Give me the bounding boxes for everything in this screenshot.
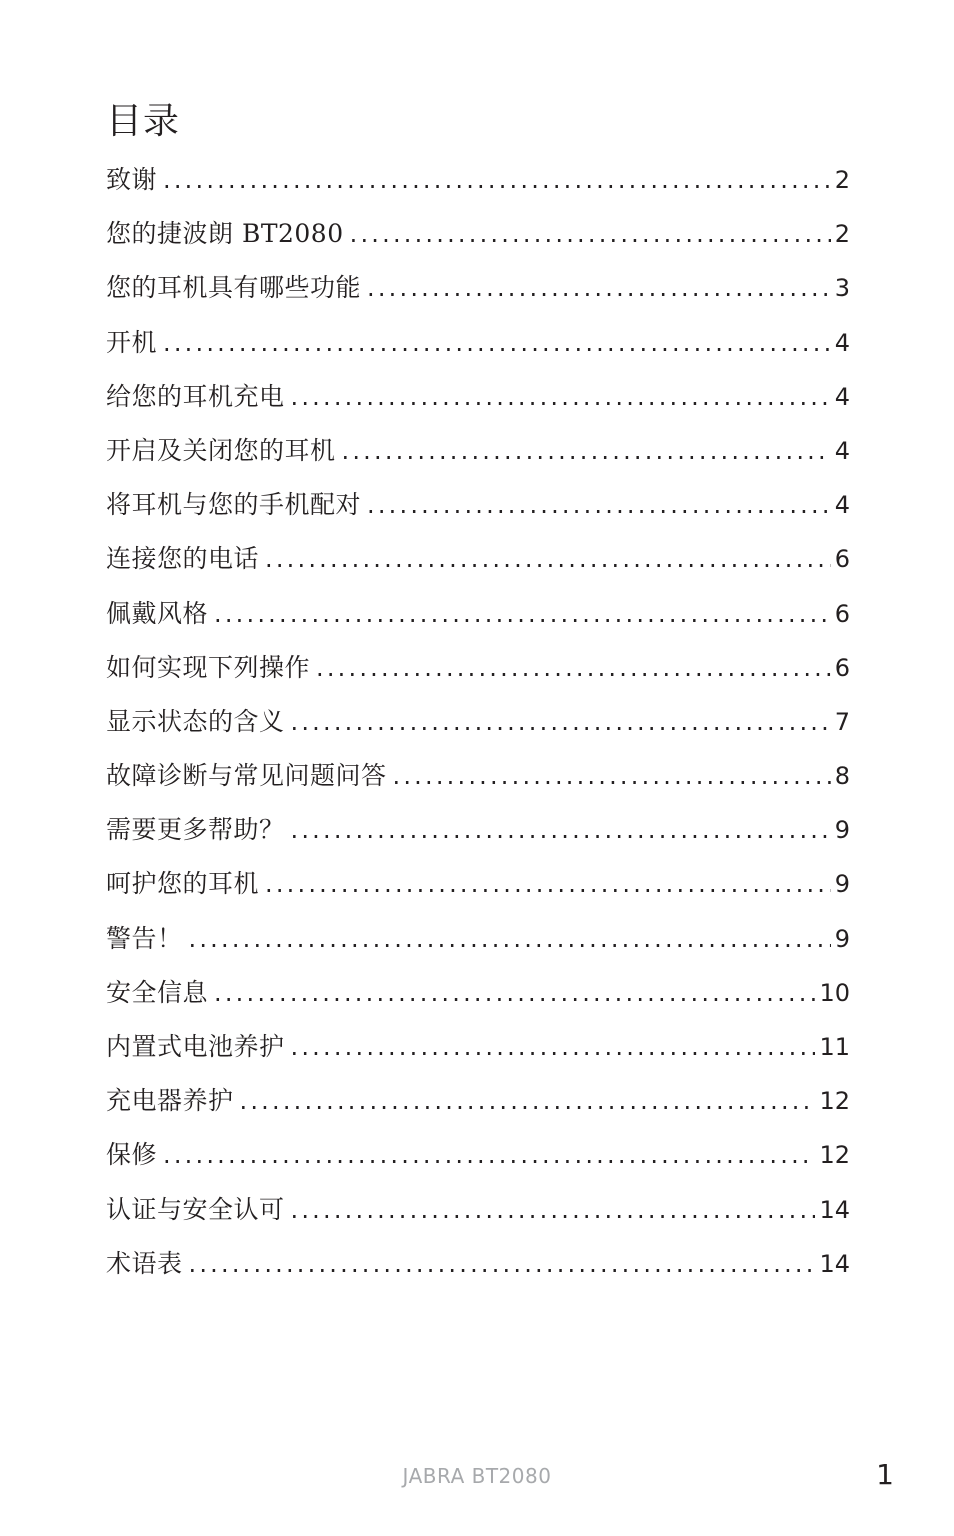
dot-leader <box>367 268 831 308</box>
toc-entry-title: 警告！ <box>106 923 183 953</box>
toc-entry-page: 2 <box>834 166 850 194</box>
footer-page-number: 1 <box>876 1458 894 1491</box>
toc-entry[interactable] <box>106 377 850 431</box>
dot-leader <box>214 973 815 1013</box>
footer-brand: JABRA BT2080 <box>402 1464 552 1488</box>
dot-leader <box>393 756 831 796</box>
dot-leader <box>291 810 831 850</box>
toc-entry-title: 您的捷波朗 BT2080 <box>106 219 344 249</box>
toc-entry-page: 14 <box>819 1195 850 1224</box>
dot-leader <box>342 431 831 471</box>
toc-entry-title: 给您的耳机充电 <box>106 381 285 411</box>
toc-entry-page: 14 <box>819 1249 850 1278</box>
dot-leader <box>214 594 831 634</box>
toc-entry-title: 您的耳机具有哪些功能 <box>106 273 362 303</box>
toc-entry-title: 认证与安全认可 <box>106 1194 285 1224</box>
toc-entry-page: 11 <box>819 1033 850 1061</box>
toc-entry-page: 3 <box>834 274 850 303</box>
toc-entry[interactable] <box>106 702 850 756</box>
toc-entry-page: 9 <box>834 924 850 953</box>
dot-leader <box>265 539 831 579</box>
toc-entry[interactable] <box>106 160 850 214</box>
toc-entry-page: 4 <box>834 382 850 411</box>
toc-entry-page: 4 <box>834 328 850 357</box>
toc-entry[interactable] <box>106 594 850 648</box>
toc-entry-page: 4 <box>834 491 850 520</box>
dot-leader <box>316 648 831 688</box>
dot-leader <box>291 702 831 742</box>
toc-entry-title: 需要更多帮助？ <box>106 815 285 845</box>
dot-leader <box>189 919 831 959</box>
toc-entry-title: 术语表 <box>106 1248 183 1278</box>
toc-entry-title: 致谢 <box>106 165 158 194</box>
toc-entry[interactable] <box>106 1027 850 1081</box>
toc-entry[interactable] <box>106 1244 850 1298</box>
toc-entry-title: 安全信息 <box>106 977 209 1007</box>
dot-leader <box>291 1027 816 1067</box>
toc-entry[interactable] <box>106 1190 850 1244</box>
toc-entry[interactable] <box>106 864 850 918</box>
toc-list <box>106 160 850 1298</box>
toc-entry[interactable] <box>106 973 850 1027</box>
dot-leader <box>350 214 831 254</box>
toc-entry[interactable] <box>106 431 850 485</box>
toc-entry[interactable] <box>106 214 850 268</box>
dot-leader <box>291 1190 816 1230</box>
toc-entry[interactable] <box>106 919 850 973</box>
toc-entry-page: 7 <box>834 707 850 736</box>
dot-leader <box>367 485 831 525</box>
toc-entry[interactable] <box>106 756 850 810</box>
toc-entry-page: 9 <box>834 870 850 899</box>
dot-leader <box>163 323 831 363</box>
dot-leader <box>163 160 831 200</box>
toc-entry-title: 开机 <box>106 327 158 357</box>
toc-entry-title: 将耳机与您的手机配对 <box>106 490 362 520</box>
toc-entry-page: 12 <box>819 1087 850 1116</box>
toc-entry-title: 开启及关闭您的耳机 <box>106 435 336 465</box>
toc-entry-page: 8 <box>834 762 850 791</box>
toc-entry[interactable] <box>106 1135 850 1189</box>
toc-entry-page: 6 <box>834 653 850 682</box>
toc-entry-page: 9 <box>834 816 850 845</box>
dot-leader <box>240 1081 816 1121</box>
toc-entry[interactable] <box>106 323 850 377</box>
toc-entry-title: 连接您的电话 <box>106 544 260 574</box>
toc-entry[interactable] <box>106 268 850 322</box>
toc-entry[interactable] <box>106 648 850 702</box>
dot-leader <box>189 1244 816 1284</box>
toc-entry-title: 内置式电池养护 <box>106 1032 285 1061</box>
toc-entry-page: 6 <box>834 599 850 628</box>
toc-entry-title: 如何实现下列操作 <box>106 652 311 682</box>
toc-entry[interactable] <box>106 539 850 593</box>
toc-entry-title: 呵护您的耳机 <box>106 869 260 899</box>
toc-entry-page: 10 <box>819 978 850 1007</box>
toc-entry-title: 显示状态的含义 <box>106 706 285 736</box>
toc-entry-title: 充电器养护 <box>106 1086 234 1116</box>
dot-leader <box>291 377 831 417</box>
toc-entry-title: 故障诊断与常见问题问答 <box>106 761 387 791</box>
toc-entry[interactable] <box>106 810 850 864</box>
dot-leader <box>265 864 831 904</box>
dot-leader <box>163 1135 815 1175</box>
toc-entry-title: 保修 <box>106 1140 158 1170</box>
toc-entry-page: 2 <box>834 220 850 249</box>
toc-entry[interactable] <box>106 1081 850 1135</box>
toc-title: 目录 <box>106 101 181 142</box>
toc-entry-page: 12 <box>819 1141 850 1170</box>
toc-entry[interactable] <box>106 485 850 539</box>
toc-entry-page: 6 <box>834 545 850 574</box>
toc-entry-title: 佩戴风格 <box>106 598 209 628</box>
toc-entry-page: 4 <box>834 436 850 465</box>
